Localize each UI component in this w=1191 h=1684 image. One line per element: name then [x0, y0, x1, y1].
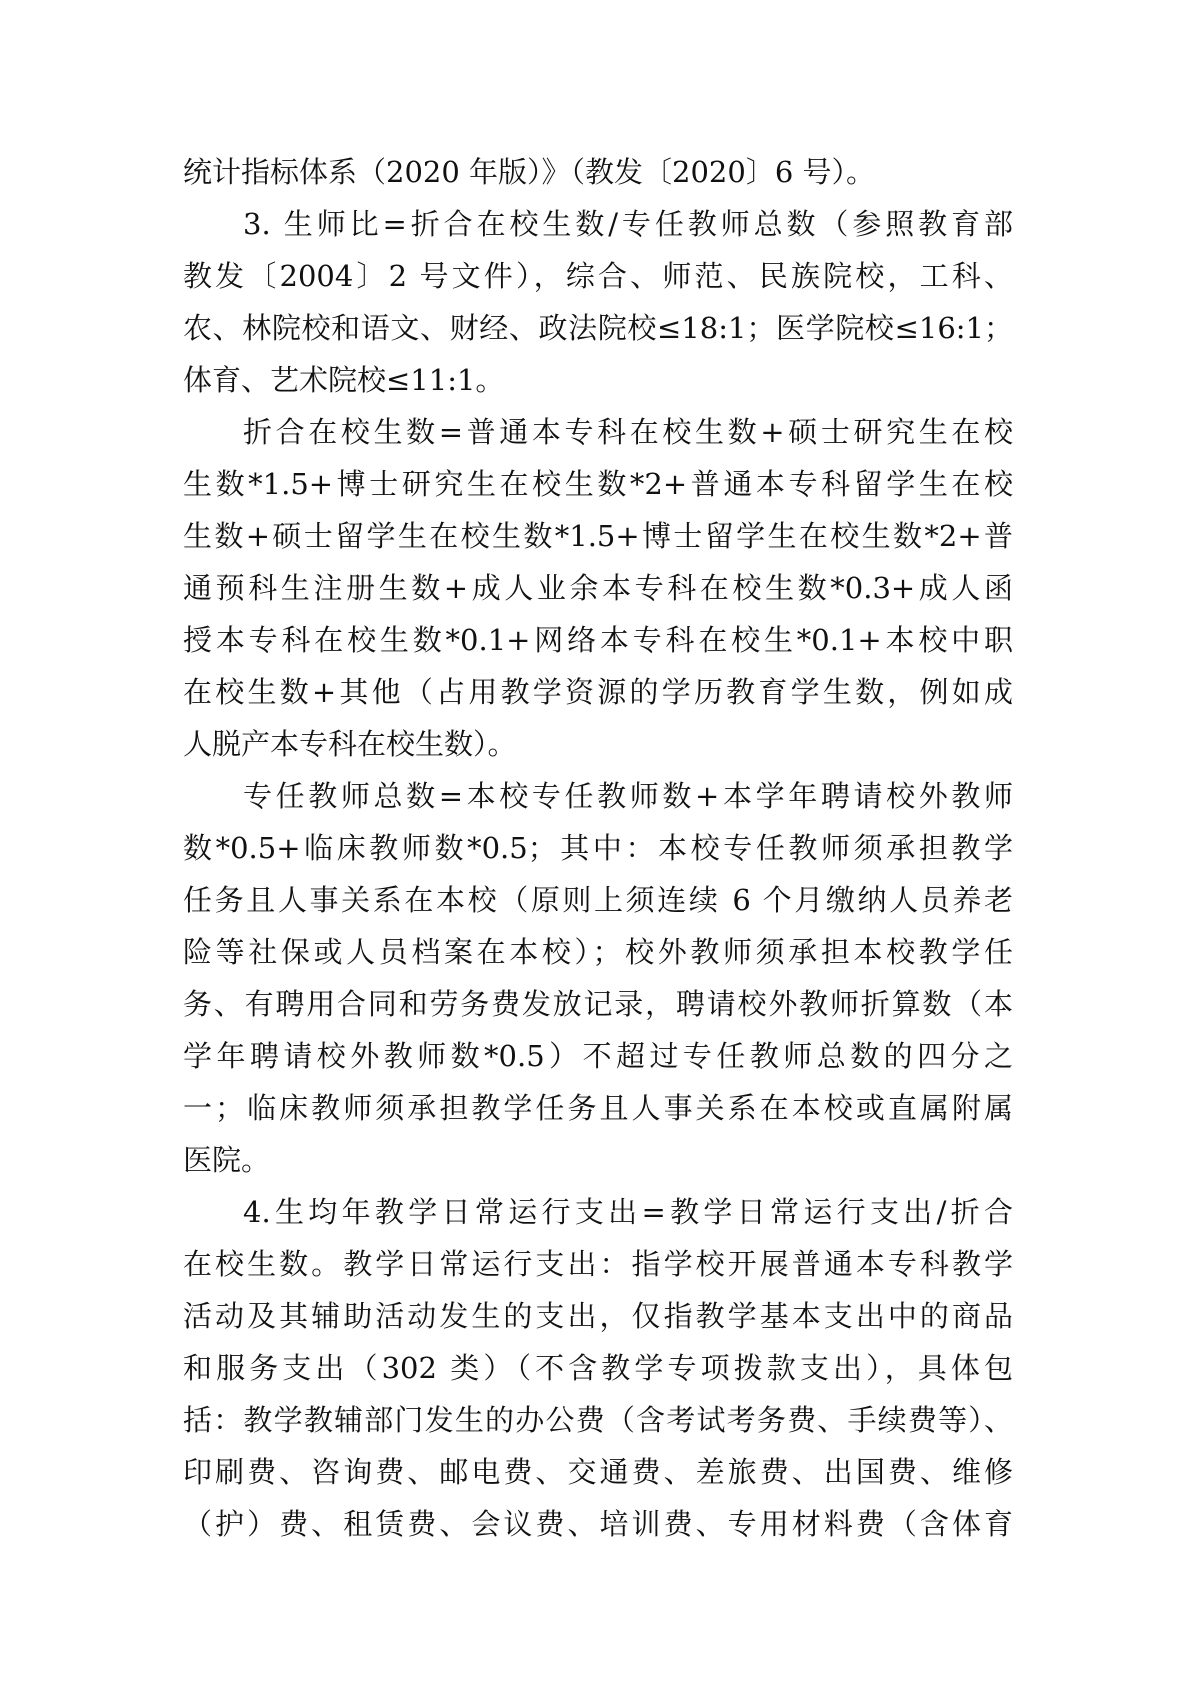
- text-line: 通预科生注册生数+成人业余本专科在校生数*0.3+成人函: [183, 571, 1013, 605]
- text-line: 生数+硕士留学生在校生数*1.5+博士留学生在校生数*2+普: [183, 519, 1013, 553]
- text-line: 数*0.5+临床教师数*0.5；其中：本校专任教师须承担教学: [183, 831, 1013, 865]
- text-line: 医院。: [183, 1143, 271, 1177]
- paragraph: [183, 146, 1013, 198]
- text-line: 农、林院校和语文、财经、政法院校≤18:1；医学院校≤16:1；: [183, 311, 1013, 345]
- text-line: 学年聘请校外教师数*0.5）不超过专任教师总数的四分之: [183, 1039, 1013, 1073]
- paragraph: [183, 1186, 1013, 1550]
- text-line: 3. 生师比=折合在校生数/专任教师总数（参照教育部: [243, 207, 1013, 241]
- text-line: 和服务支出（302 类）（不含教学专项拨款支出），具体包: [183, 1351, 1013, 1385]
- text-line: 务、有聘用合同和劳务费发放记录，聘请校外教师折算数（本: [183, 987, 1013, 1021]
- text-line: 在校生数。教学日常运行支出：指学校开展普通本专科教学: [183, 1247, 1013, 1281]
- text-line: 教发〔2004〕2 号文件），综合、师范、民族院校，工科、: [183, 259, 1013, 293]
- paragraph: [183, 198, 1013, 406]
- text-line: 活动及其辅助活动发生的支出，仅指教学基本支出中的商品: [183, 1299, 1013, 1333]
- text-line: 括：教学教辅部门发生的办公费（含考试考务费、手续费等）、: [183, 1403, 1013, 1437]
- text-line: 生数*1.5+博士研究生在校生数*2+普通本专科留学生在校: [183, 467, 1013, 501]
- text-line: 印刷费、咨询费、邮电费、交通费、差旅费、出国费、维修: [183, 1455, 1013, 1489]
- text-line: 险等社保或人员档案在本校）；校外教师须承担本校教学任: [183, 935, 1013, 969]
- text-line: 4.生均年教学日常运行支出=教学日常运行支出/折合: [243, 1195, 1013, 1229]
- text-line: 授本专科在校生数*0.1+网络本专科在校生*0.1+本校中职: [183, 623, 1013, 657]
- text-line: （护）费、租赁费、会议费、培训费、专用材料费（含体育: [183, 1507, 1013, 1541]
- text-line: 人脱产本专科在校生数）。: [183, 727, 517, 761]
- text-line: 折合在校生数=普通本专科在校生数+硕士研究生在校: [243, 415, 1013, 449]
- document-body: [183, 146, 1013, 1550]
- paragraph: [183, 770, 1013, 1186]
- text-line: 一；临床教师须承担教学任务且人事关系在本校或直属附属: [183, 1091, 1013, 1125]
- text-line: 统计指标体系（2020 年版）》（教发〔2020〕6 号）。: [183, 155, 875, 189]
- paragraph: [183, 406, 1013, 770]
- text-line: 体育、艺术院校≤11:1。: [183, 363, 505, 397]
- text-line: 专任教师总数=本校专任教师数+本学年聘请校外教师: [243, 779, 1013, 813]
- text-line: 在校生数+其他（占用教学资源的学历教育学生数，例如成: [183, 675, 1013, 709]
- text-line: 任务且人事关系在本校（原则上须连续 6 个月缴纳人员养老: [183, 883, 1013, 917]
